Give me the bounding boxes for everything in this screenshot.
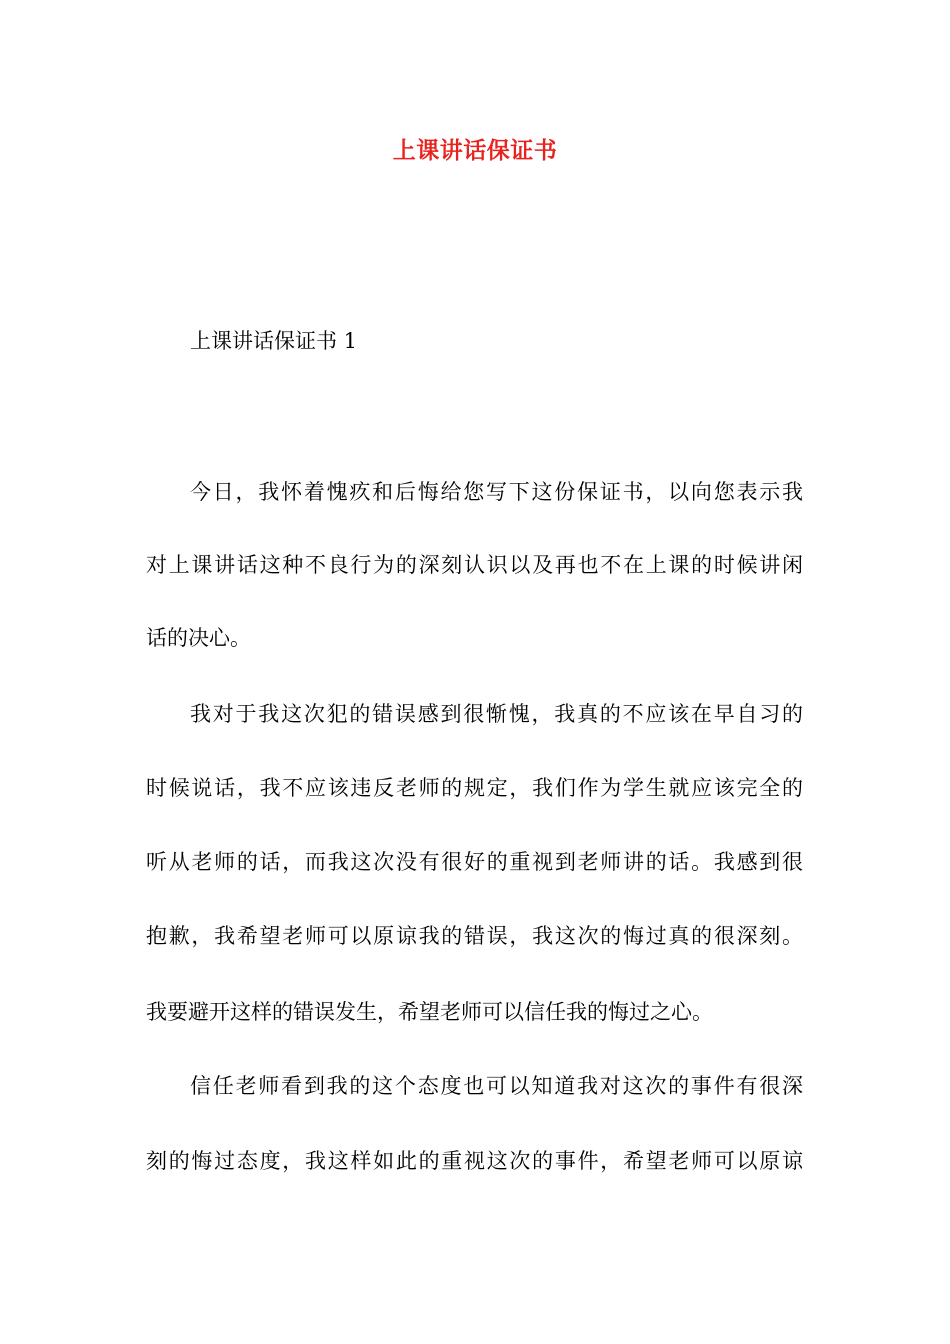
section-heading: 上课讲话保证书 1 xyxy=(190,329,358,353)
paragraph-line: 对上课讲话这种不良行为的深刻认识以及再也不在上课的时候讲闲 xyxy=(146,553,803,577)
paragraph-line: 我对于我这次犯的错误感到很惭愧，我真的不应该在早自习的 xyxy=(190,702,803,726)
paragraph-line: 听从老师的话，而我这次没有很好的重视到老师讲的话。我感到很 xyxy=(146,850,803,874)
paragraph-line: 我要避开这样的错误发生，希望老师可以信任我的悔过之心。 xyxy=(146,1000,713,1024)
paragraph-line: 刻的悔过态度，我这样如此的重视这次的事件，希望老师可以原谅 xyxy=(146,1149,803,1173)
document-title: 上课讲话保证书 xyxy=(392,137,558,164)
paragraph-line: 抱歉，我希望老师可以原谅我的错误，我这次的悔过真的很深刻。 xyxy=(146,924,803,948)
paragraph-line: 今日，我怀着愧疚和后悔给您写下这份保证书，以向您表示我 xyxy=(190,480,803,504)
paragraph-line: 话的决心。 xyxy=(146,626,251,650)
paragraph-line: 信任老师看到我的这个态度也可以知道我对这次的事件有很深 xyxy=(190,1074,803,1098)
paragraph-line: 时候说话，我不应该违反老师的规定，我们作为学生就应该完全的 xyxy=(146,776,803,800)
